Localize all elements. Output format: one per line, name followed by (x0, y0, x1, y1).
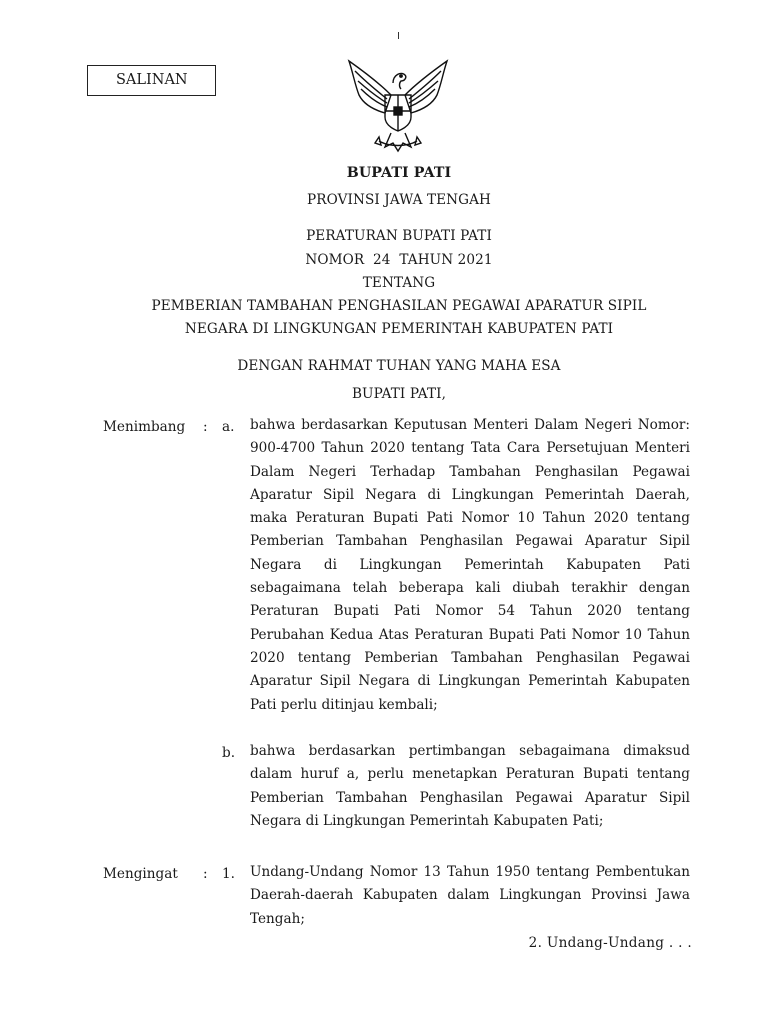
mengingat-item-1-marker: 1. (222, 866, 235, 882)
about-heading: TENTANG (362, 275, 436, 291)
salinan-label: SALINAN (116, 72, 188, 88)
province-line: PROVINSI JAWA TENGAH (307, 192, 491, 208)
regulation-number: NOMOR 24 TAHUN 2021 (305, 252, 493, 268)
mengingat-item-1-text: Undang-Undang Nomor 13 Tahun 1950 tentang Pembentukan Daerah-daerah Kabupaten dalam Lingkungan Provinsi Jawa Tengah; (250, 864, 690, 927)
menimbang-item-b-marker: b. (222, 745, 236, 761)
page-mark (398, 32, 399, 39)
menimbang-item-a-text: bahwa berdasarkan Keputusan Menteri Dalam Negeri Nomor: 900-4700 Tahun 2020 tentang Tata Cara Persetujuan Menteri Dalam Negeri Terhadap Tambahan Penghasilan Pegawai Aparatur Sipil Negara di Lingkungan Pemerintah Daerah, maka Peraturan Bupati Pati Nomor 10 Tahun 2020 tentang Pemberian Tambahan Penghasilan Pegawai Aparatur Sipil Negara di Lingkungan Pemerintah Kabupaten Pati sebagaimana telah beberapa kali diubah terakhir dengan Peraturan Bupati Pati Nomor 54 Tahun 2020 tentang Perubahan Kedua Atas Peraturan Bupati Pati Nomor 10 Tahun 2020 tentang Pemberian Tambahan Penghasilan Pegawai Aparatur Sipil Negara di Lingkungan Pemerintah Kabupaten Pati perlu ditinjau kembali; (250, 417, 690, 713)
authority-line: BUPATI PATI, (351, 386, 447, 402)
subject-line-1: PEMBERIAN TAMBAHAN PENGHASILAN PEGAWAI APARATUR SIPIL (151, 298, 647, 314)
salinan-stamp (87, 65, 216, 96)
document-title: BUPATI PATI (346, 165, 452, 181)
menimbang-label: Menimbang (103, 419, 186, 435)
continuation-note: 2. Undang-Undang . . . (528, 935, 692, 951)
regulation-type: PERATURAN BUPATI PATI (306, 228, 492, 244)
garuda-emblem-icon (341, 55, 455, 155)
menimbang-colon: : (203, 419, 208, 435)
preamble: DENGAN RAHMAT TUHAN YANG MAHA ESA (237, 358, 561, 374)
menimbang-item-a-marker: a. (222, 419, 235, 435)
subject-line-2: NEGARA DI LINGKUNGAN PEMERINTAH KABUPATEN PATI (184, 321, 614, 337)
menimbang-item-b-text: bahwa berdasarkan pertimbangan sebagaimana dimaksud dalam huruf a, perlu menetapkan Peraturan Bupati tentang Pemberian Tambahan Penghasilan Pegawai Aparatur Sipil Negara di Lingkungan Pemerintah Kabupaten Pati; (250, 743, 690, 829)
mengingat-label: Mengingat (103, 866, 178, 882)
mengingat-colon: : (203, 866, 208, 882)
